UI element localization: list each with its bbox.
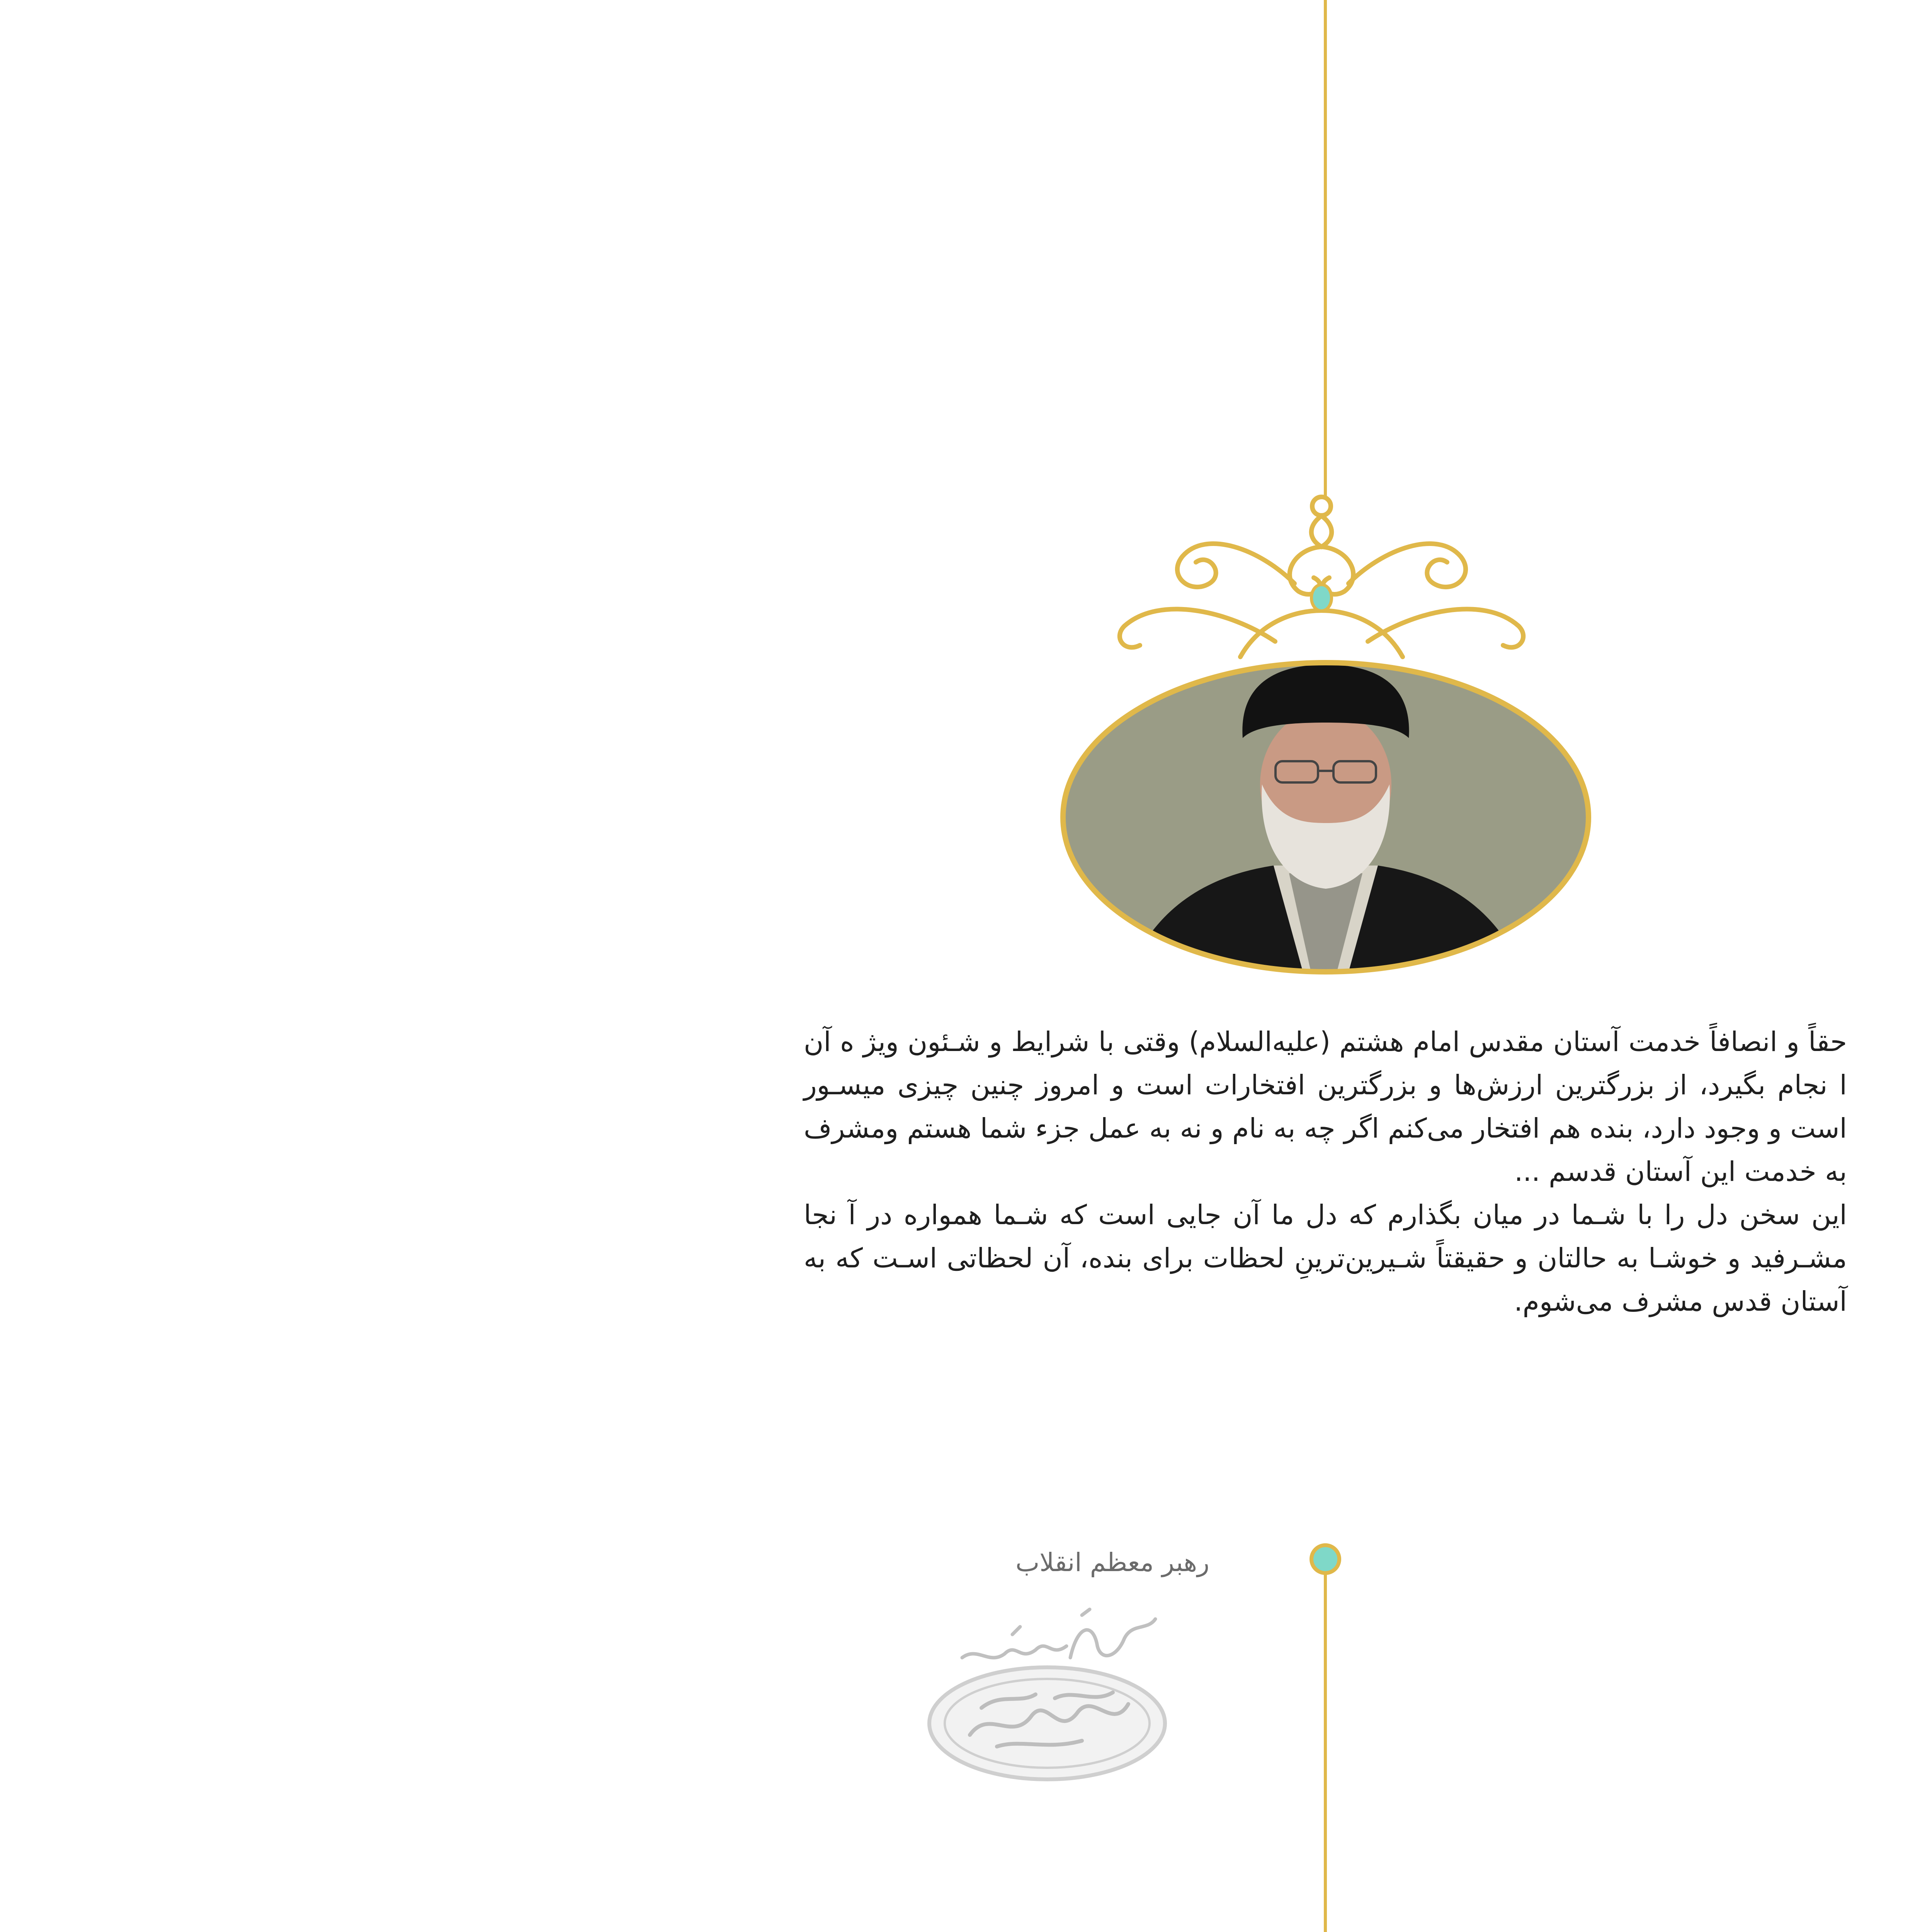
bottom-divider-line: [1324, 1549, 1327, 1932]
turquoise-dot-icon: [1306, 1540, 1345, 1578]
quote-paragraph-2: این سخن دل را با شـما در میان بگذارم که دل ما آن جایی است که شـما همواره در آ نجا مشـرفید و خوشـا به حالتان و حقیقتاً شـیرین‌ترینِ لحظات برای بنده، آن لحظاتی اسـت که به آستان قدس مشرف می‌شوم.: [804, 1199, 1847, 1317]
top-divider-line: [1324, 0, 1327, 498]
attribution-caption: رهبر معظم انقلاب: [1015, 1548, 1209, 1577]
portrait-photo: [1057, 657, 1594, 978]
quote-text: [804, 1020, 1847, 1323]
quote-paragraph-1: حقاً و انصافاً خدمت آستان مقدس امام هشتم (علیه‌السلام) وقتی با شرایط و شـئون ویژ ه آن ا نجام بگیرد، از بزرگترین ارزش‌ها و بزرگترین افتخارات است و امروز چنین چیزی میسـور است و وجود دارد، بنده هم افتخار می‌کنم اگر چه به نام و نه به عمل جزء شما هستم ومشرف به خدمت این آستان قدسم ...: [804, 1026, 1847, 1187]
seal-stamp-icon: [920, 1662, 1175, 1785]
ornament-crown-icon: [1113, 495, 1530, 661]
